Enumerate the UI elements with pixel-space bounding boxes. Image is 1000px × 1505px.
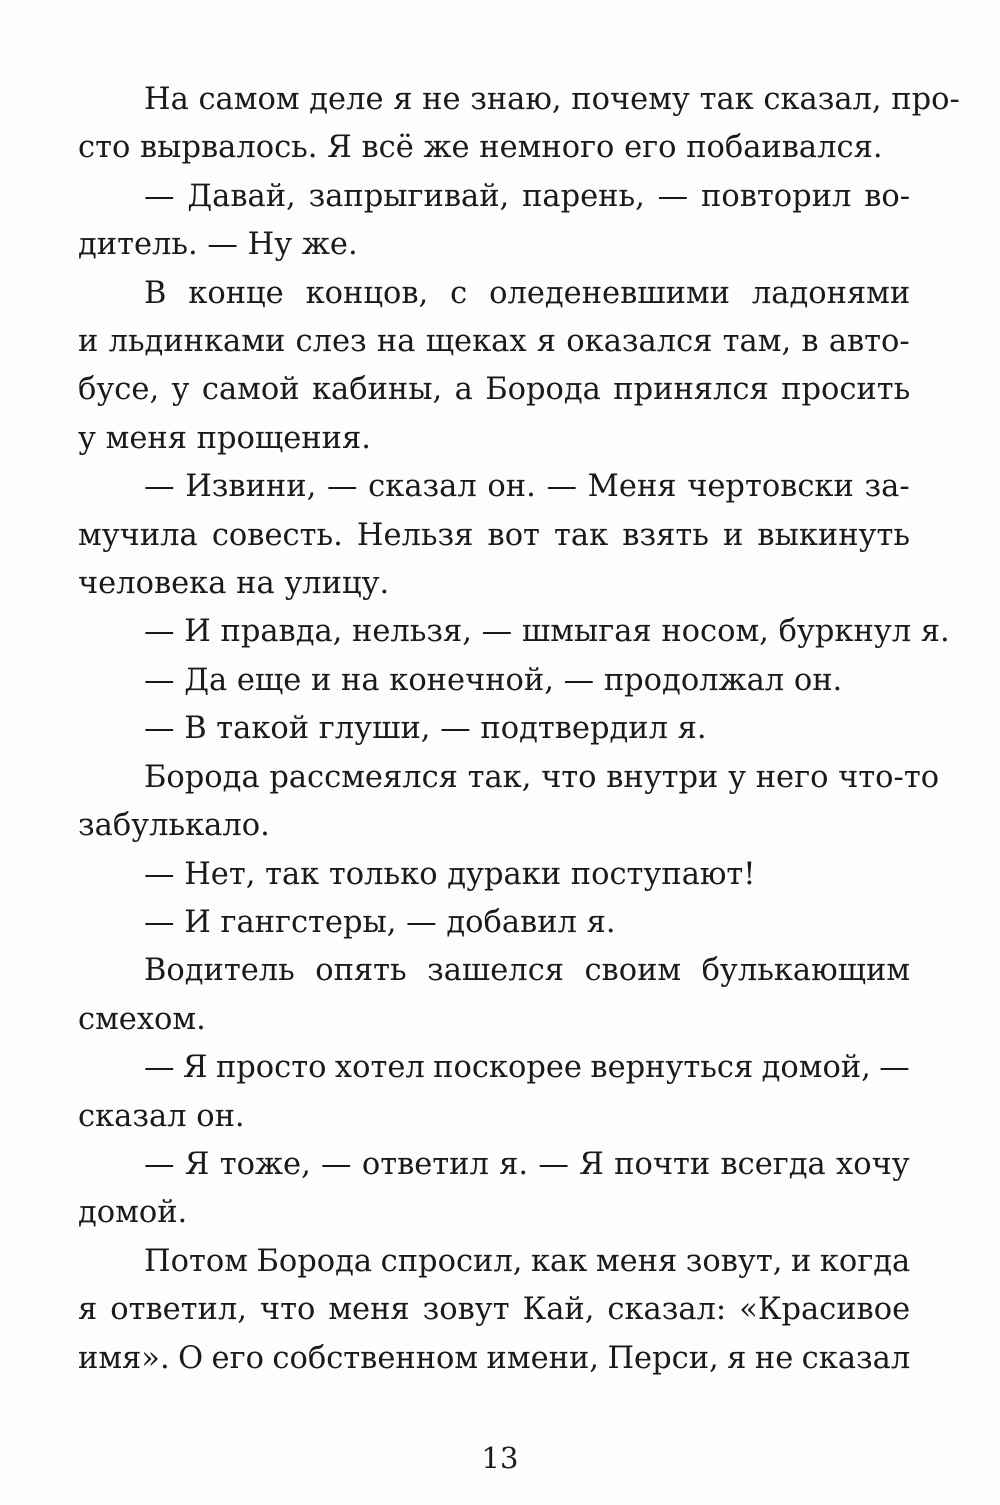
text-line: у меня прощения. [78, 420, 371, 456]
text-line: дитель. — Ну же. [78, 227, 358, 263]
text-line: На самом деле я не знаю, почему так сказал, про- [144, 82, 960, 117]
text-line: Борода рассмеялся так, что внутри у него что-то [144, 759, 940, 795]
text-line: домой. [78, 1195, 188, 1231]
text-line: забулькало. [78, 808, 270, 844]
body-text [78, 76, 960, 1383]
text-line: имя». О его собственном имени, Перси, я не сказал [78, 1340, 911, 1376]
text-line: смехом. [78, 1001, 206, 1037]
text-line: — Я тоже, — ответил я. — Я почти всегда хочу [144, 1146, 910, 1182]
text-line: я ответил, что меня зовут Кай, сказал: «Красивое [78, 1292, 911, 1328]
text-line: Водитель опять зашелся своим булькающим [144, 953, 911, 989]
text-line: — Да еще и на конечной, — продолжал он. [144, 662, 843, 698]
text-line: В конце концов, с оледеневшими ладонями [144, 275, 911, 311]
text-line: мучила совесть. Нельзя вот так взять и выкинуть [78, 517, 910, 553]
text-line: и льдинками слез на щеках я оказался там, в авто- [78, 324, 910, 360]
text-line: — В такой глуши, — подтвердил я. [144, 711, 707, 747]
text-line: — Давай, запрыгивай, парень, — повторил во- [144, 178, 911, 214]
text-line: — Я просто хотел поскорее вернуться домой, — [144, 1050, 910, 1086]
page-number: 13 [481, 1441, 519, 1475]
text-line: сто вырвалось. Я всё же немного его побаивался. [78, 130, 883, 166]
text-line: Потом Борода спросил, как меня зовут, и когда [144, 1243, 911, 1279]
text-line: сказал он. [78, 1098, 245, 1134]
text-line: — Нет, так только дураки поступают! [144, 856, 756, 892]
text-line: — И гангстеры, — добавил я. [144, 904, 616, 940]
text-line: человека на улицу. [78, 566, 390, 602]
text-line: бусе, у самой кабины, а Борода принялся просить [78, 372, 911, 408]
text-line: — И правда, нельзя, — шмыгая носом, буркнул я. [144, 614, 950, 650]
text-line: — Извини, — сказал он. — Меня чертовски за- [144, 469, 910, 505]
